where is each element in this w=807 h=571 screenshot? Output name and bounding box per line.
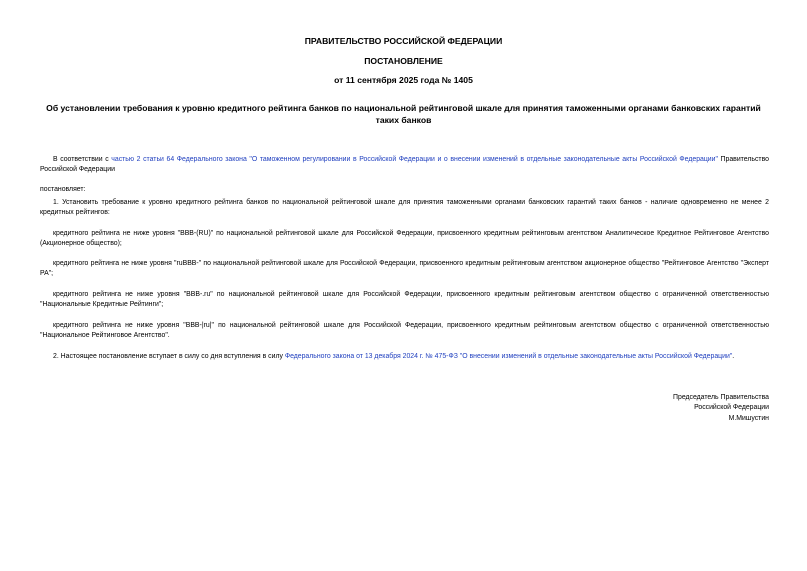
document-type: ПОСТАНОВЛЕНИЕ xyxy=(364,56,443,66)
item-2-paragraph xyxy=(40,352,769,362)
item-1-paragraph: 1. Установить требование к уровню кредитного рейтинга банков по национальной рейтинговой шкале для принятия таможенными органами банковских гарантий таких банков - наличие одновременно не менее 2 кредитных рейтингов: xyxy=(40,199,769,216)
signature-country: Российской Федерации xyxy=(694,404,769,412)
preamble-prefix: В соответствии с xyxy=(53,156,112,163)
rating-item: кредитного рейтинга не ниже уровня "BBB-|ru|" по национальной рейтинговой шкале для Российской Федерации, присвоенного кредитным рейтинговым агентством общество с ограниченной ответственностью "Национальное Рейтинговое Агентство". xyxy=(40,322,769,339)
signature-name: М.Мишустин xyxy=(728,414,769,422)
rating-item: кредитного рейтинга не ниже уровня "BBB-.ru" по национальной рейтинговой шкале для Российской Федерации, присвоенного кредитным рейтинговым агентством общество с ограниченной ответственностью "Национальные Кредитные Рейтинги"; xyxy=(40,291,769,308)
document-date-number: от 11 сентября 2025 года № 1405 xyxy=(334,75,473,85)
rating-item: кредитного рейтинга не ниже уровня "BBB-(RU)" по национальной рейтинговой шкале для Российской Федерации, присвоенного кредитным рейтинговым агентством Аналитическое Кредитное Рейтинговое Агентство (Акционерное общество); xyxy=(40,230,769,247)
signature-block xyxy=(569,393,769,424)
document-title: Об установлении требования к уровню кредитного рейтинга банков по национальной рейтинговой шкале для принятия таможенными органами банковских гарантий таких банков xyxy=(46,103,761,125)
preamble-suffix: Правительство Российской Федерации xyxy=(40,156,769,173)
decrees-word: постановляет: xyxy=(40,186,86,193)
law-link-475-fz[interactable]: Федерального закона от 13 декабря 2024 г. № 475-ФЗ "О внесении изменений в отдельные законодательные акты Российской Федерации" xyxy=(284,353,733,360)
signature-position: Председатель Правительства xyxy=(673,394,769,401)
item-2-suffix: . xyxy=(732,353,735,360)
law-link-customs[interactable]: частью 2 статьи 64 Федерального закона "О таможенном регулировании в Российской Федерации и о внесении изменений в отдельные законодательные акты Российской Федерации" xyxy=(111,156,718,163)
preamble-paragraph xyxy=(40,155,769,175)
item-2-prefix: 2. Настоящее постановление вступает в силу со дня вступления в силу xyxy=(53,353,285,360)
rating-item: кредитного рейтинга не ниже уровня "ruBBB-" по национальной рейтинговой шкале для Российской Федерации, присвоенного кредитным рейтинговым агентством акционерное общество "Рейтинговое Агентство "Эксперт РА"; xyxy=(40,260,769,277)
government-header: ПРАВИТЕЛЬСТВО РОССИЙСКОЙ ФЕДЕРАЦИИ xyxy=(304,36,503,46)
